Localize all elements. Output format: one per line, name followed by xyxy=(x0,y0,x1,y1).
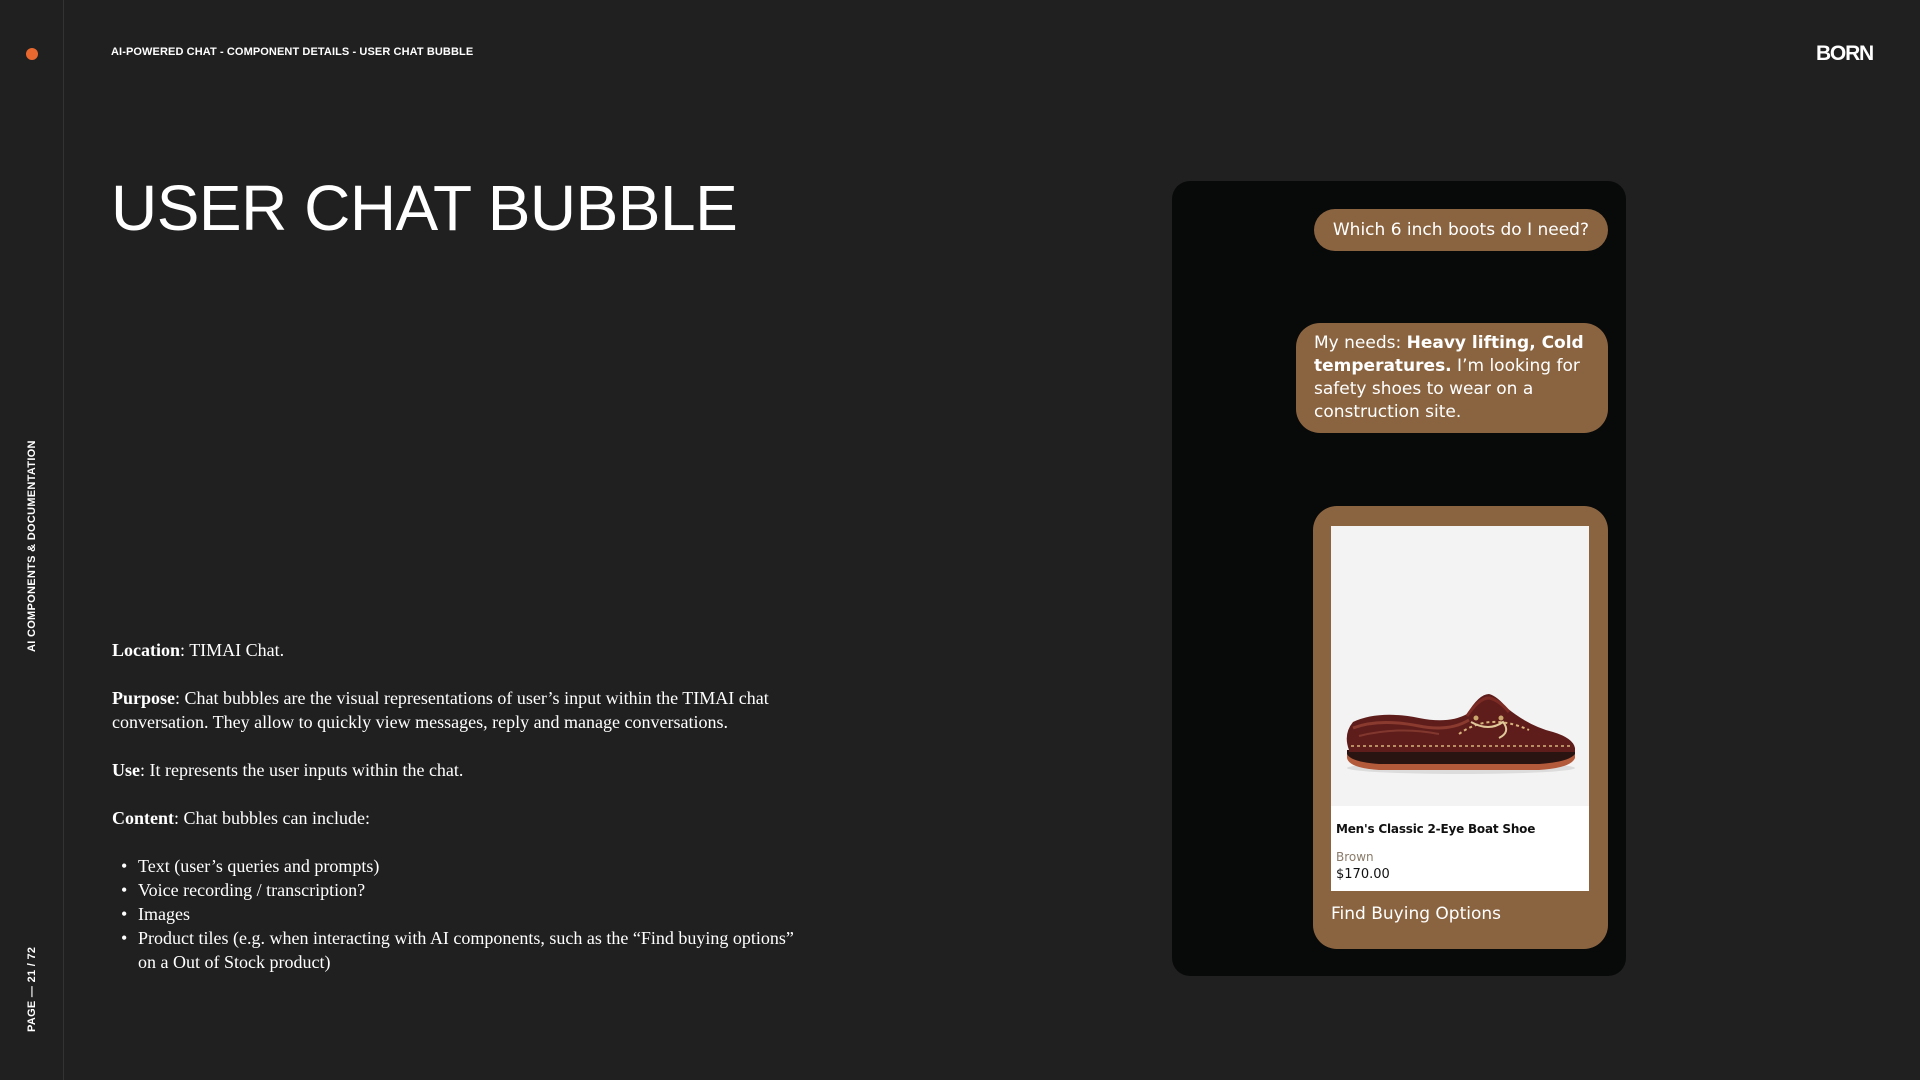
breadcrumb: AI-POWERED CHAT - COMPONENT DETAILS - USER CHAT BUBBLE xyxy=(111,46,474,58)
content-paragraph xyxy=(112,806,812,830)
purpose-paragraph xyxy=(112,686,812,734)
product-color: Brown xyxy=(1336,850,1374,864)
content-list xyxy=(112,854,812,974)
product-tile-bubble xyxy=(1313,506,1608,949)
product-name: Men's Classic 2-Eye Boat Shoe xyxy=(1336,822,1536,836)
list-item: • Images xyxy=(138,902,812,926)
needs-prefix: My needs: xyxy=(1314,333,1407,353)
page-number: PAGE — 21 / 72 xyxy=(26,946,38,1032)
location-paragraph xyxy=(112,638,812,662)
use-paragraph xyxy=(112,758,812,782)
purpose-text: : Chat bubbles are the visual representations of user’s input within the TIMAI chat conversation. They allow to quickly view messages, reply and manage conversations. xyxy=(112,688,769,732)
documentation-text xyxy=(112,638,812,974)
location-label: Location xyxy=(112,640,181,660)
user-needs-bubble[interactable] xyxy=(1296,323,1608,433)
boat-shoe-image xyxy=(1331,526,1589,806)
user-chat-bubble[interactable]: Which 6 inch boots do I need? xyxy=(1314,209,1608,251)
use-label: Use xyxy=(112,760,140,780)
list-item: • Voice recording / transcription? xyxy=(138,878,812,902)
list-item: • Product tiles (e.g. when interacting with AI components, such as the “Find buying options” on a Out of Stock product) xyxy=(138,926,812,974)
content-text: : Chat bubbles can include: xyxy=(174,808,370,828)
purpose-label: Purpose xyxy=(112,688,175,708)
boat-shoe-icon xyxy=(1339,688,1581,784)
location-text: : TIMAI Chat. xyxy=(180,640,285,660)
product-price: $170.00 xyxy=(1336,867,1390,882)
find-buying-options-button[interactable]: Find Buying Options xyxy=(1331,904,1502,924)
content-label: Content xyxy=(112,808,174,828)
section-label: AI COMPONENTS & DOCUMENTATION xyxy=(26,440,38,652)
left-rail xyxy=(0,0,64,1080)
needs-suffix: I’m looking for safety shoes to wear on a construction site. xyxy=(1314,356,1580,422)
brand-logo: BORN xyxy=(1815,42,1873,65)
status-dot-icon xyxy=(26,48,38,60)
product-card[interactable] xyxy=(1331,526,1589,891)
needs-bold: Heavy lifting, Cold temperatures. xyxy=(1314,333,1584,376)
use-text: : It represents the user inputs within the chat. xyxy=(140,760,464,780)
chat-preview xyxy=(1172,181,1626,976)
page-title: USER CHAT BUBBLE xyxy=(111,172,738,244)
list-item: • Text (user’s queries and prompts) xyxy=(138,854,812,878)
